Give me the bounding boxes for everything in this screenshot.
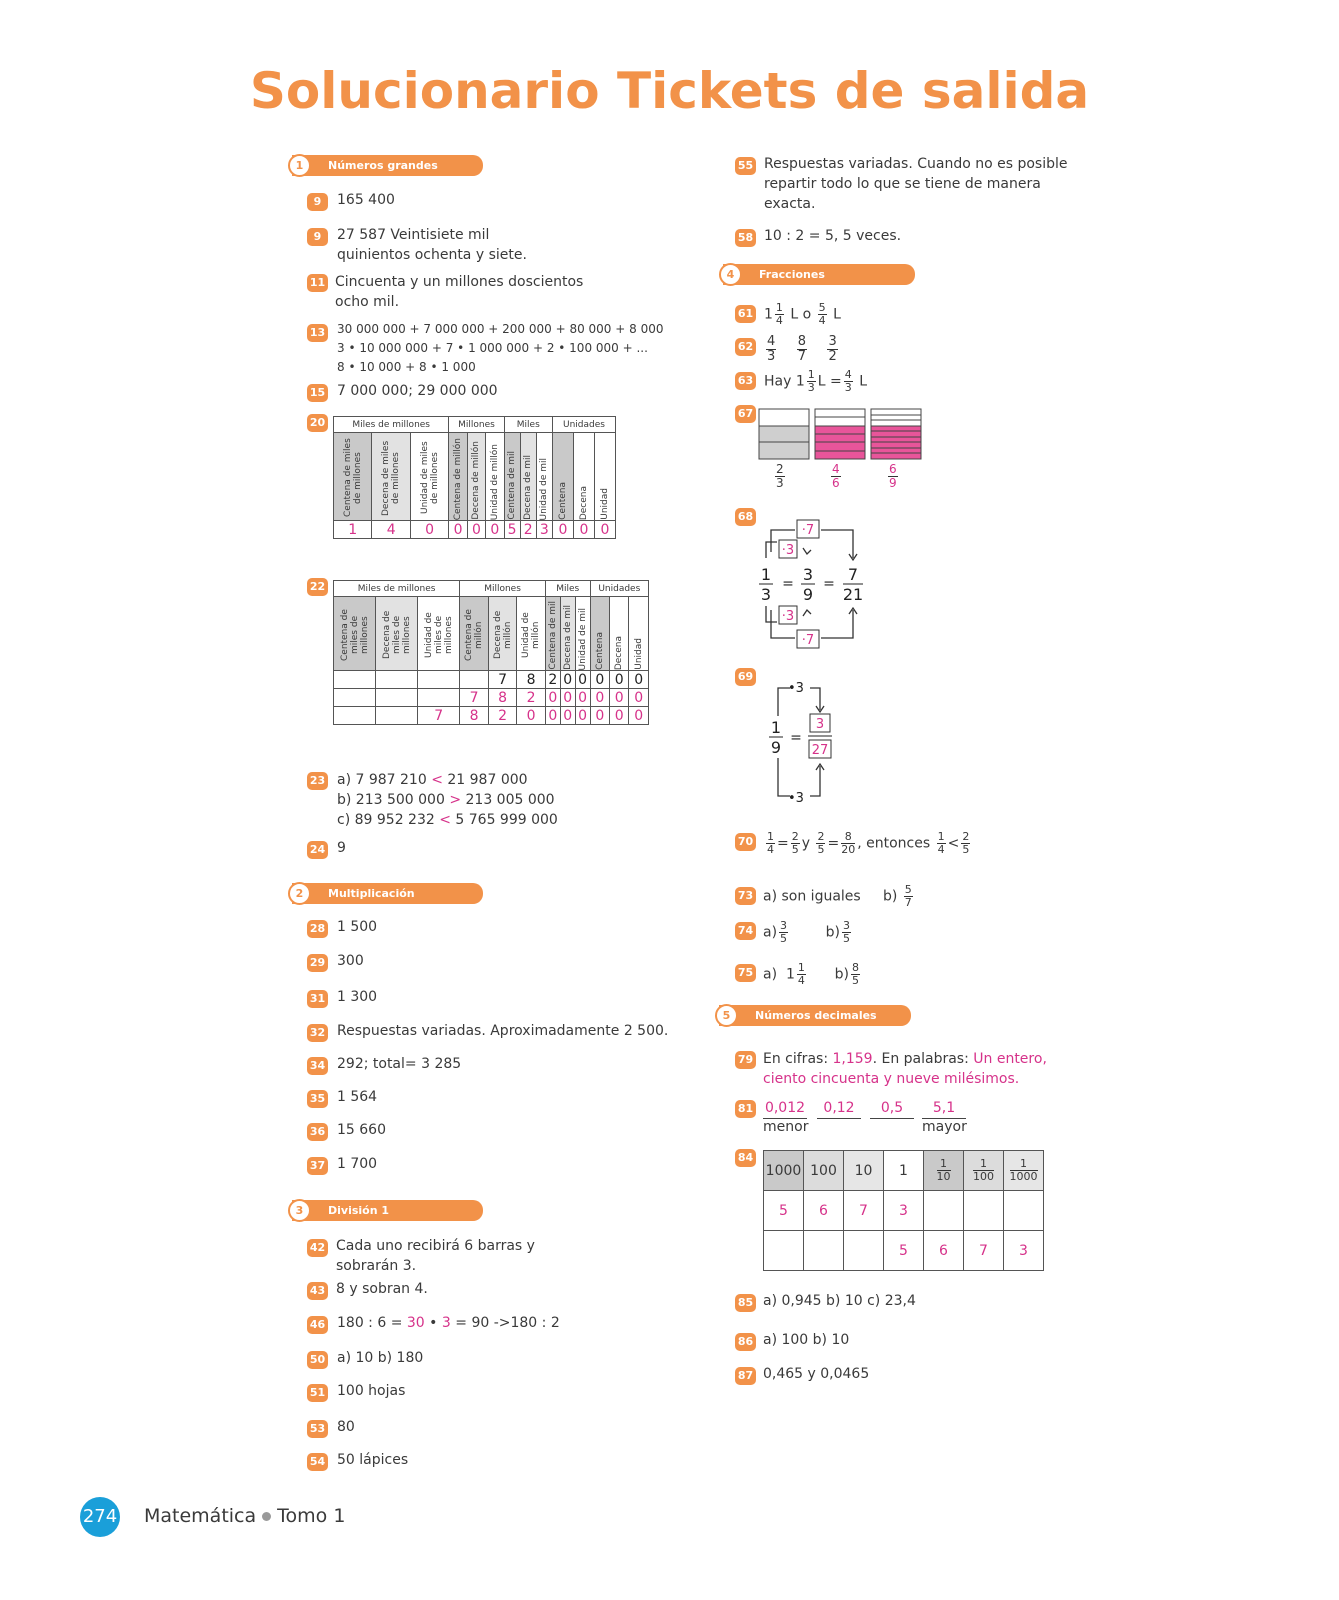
value-cell: 8 <box>460 707 489 725</box>
value-cell: 1 <box>334 521 372 539</box>
value-cell: 6 <box>804 1191 844 1231</box>
item-badge: 68 <box>735 508 756 526</box>
header-cell: $\frac{1}{1000}$ <box>1004 1151 1044 1191</box>
answer-text: 292; total= 3 285 <box>337 1056 462 1072</box>
item-badge: 74 <box>735 922 756 940</box>
fraction-den: 9 <box>802 585 814 604</box>
item-badge: 69 <box>735 668 756 686</box>
place-value-table-20 <box>333 416 616 539</box>
value-cell <box>376 689 418 707</box>
value-cell: 0 <box>560 689 575 707</box>
item-badge: 32 <box>307 1024 328 1042</box>
column-header: Centena de millón <box>460 597 489 671</box>
column-header: Centena de miles de millones <box>334 597 376 671</box>
fraction-num: 7 <box>847 565 859 584</box>
column-header: Decena <box>573 433 594 521</box>
bullet-icon <box>262 1512 271 1521</box>
bar-2-3 <box>759 409 809 459</box>
item-badge: 9 <box>307 193 328 211</box>
item-badge: 43 <box>307 1282 328 1300</box>
value-cell: 0 <box>629 671 649 689</box>
order-label-mayor: mayor <box>922 1119 967 1135</box>
answer-text: 80 <box>337 1419 355 1435</box>
item-badge: 51 <box>307 1384 328 1402</box>
answer-text: 100 hojas <box>337 1383 406 1399</box>
item-badge: 28 <box>307 920 328 938</box>
item-badge: 62 <box>735 338 756 356</box>
item-badge: 67 <box>735 405 756 423</box>
answer-text: 50 lápices <box>337 1452 409 1468</box>
value-cell: 3 <box>1004 1231 1044 1271</box>
item-badge: 42 <box>307 1239 328 1257</box>
section-header-division: 3 División 1 <box>292 1200 483 1221</box>
value-cell: 0 <box>590 671 609 689</box>
column-header: Decena de millón <box>467 433 485 521</box>
item-badge: 63 <box>735 372 756 390</box>
column-header: Centena de mil <box>545 597 560 671</box>
answer-text: En cifras: 1,159. En palabras: Un entero, ciento cincuenta y nueve milésimos. <box>763 1051 1047 1087</box>
column-header: Decena de miles de millones <box>372 433 410 521</box>
operator-label: ·7 <box>801 633 815 648</box>
fraction-num: 3 <box>802 565 814 584</box>
group-header: Miles <box>545 581 590 597</box>
value-cell: 0 <box>410 521 448 539</box>
group-header: Miles de millones <box>334 581 460 597</box>
column-header: Centena de mil <box>504 433 520 521</box>
group-header: Miles de millones <box>334 417 449 433</box>
value-cell: 6 <box>924 1231 964 1271</box>
header-cell: 10 <box>844 1151 884 1191</box>
value-cell: 0 <box>575 689 590 707</box>
answer-text: 1 $\frac{1}{4}$ L o $\frac{5}{4}$ L <box>764 301 841 327</box>
value-cell: 2 <box>517 689 546 707</box>
answer-text: 7 000 000; 29 000 000 <box>337 383 498 399</box>
value-cell <box>334 707 376 725</box>
bar-6-9 <box>871 409 921 459</box>
fraction-den: 3 <box>760 585 772 604</box>
value-cell: 8 <box>517 671 546 689</box>
column-header: Decena de millón <box>488 597 517 671</box>
value-cell: 0 <box>449 521 467 539</box>
value-cell: 0 <box>560 671 575 689</box>
ordered-value: 0,5 <box>870 1098 914 1119</box>
item-badge: 24 <box>307 841 328 859</box>
value-cell: 4 <box>372 521 410 539</box>
section-header-fracciones: 4 Fracciones <box>723 264 915 285</box>
operator-label: •3 <box>788 681 804 696</box>
answer-text: 30 000 000 + 7 000 000 + 200 000 + 80 000 + 8 000 3 • 10 000 000 + 7 • 1 000 000 + 2 • 100 000 + ... 8 • 10 000 + 8 • 1 000 <box>337 322 664 374</box>
section-header-numeros-grandes: 1 Números grandes <box>292 155 483 176</box>
column-header: Centena <box>590 597 609 671</box>
column-header: Unidad <box>629 597 649 671</box>
equals-sign: = <box>823 576 835 592</box>
column-header: Unidad de miles de millones <box>410 433 448 521</box>
answer-text: a) $\frac{3}{5}$ b) $\frac{3}{5}$ <box>763 919 851 945</box>
value-cell: 0 <box>545 689 560 707</box>
value-cell: 7 <box>488 671 517 689</box>
answer-text: 15 660 <box>337 1122 386 1138</box>
value-cell: 0 <box>545 707 560 725</box>
answer-text: Hay 1 $\frac{1}{3}$ L = $\frac{4}{3}$ L <box>764 368 867 394</box>
answer-text: 10 : 2 = 5, 5 veces. <box>764 228 902 244</box>
answer-text: 1 564 <box>337 1089 378 1105</box>
column-header: Centena de miles de millones <box>334 433 372 521</box>
value-cell: 0 <box>575 671 590 689</box>
answer-text: 180 : 6 = 30 • 3 = 90 ->180 : 2 <box>337 1315 560 1331</box>
answer-text: Cada uno recibirá 6 barras y sobrarán 3. <box>336 1238 535 1274</box>
item-badge: 53 <box>307 1420 328 1438</box>
order-label-menor: menor <box>763 1119 809 1135</box>
answer-text: 1 300 <box>337 989 378 1005</box>
value-cell: 7 <box>460 689 489 707</box>
equivalent-fraction-diagram-69 <box>762 676 842 811</box>
item-badge: 36 <box>307 1123 328 1141</box>
answer-text: a) 10 b) 180 <box>337 1350 424 1366</box>
fraction-den: 9 <box>770 738 782 757</box>
value-cell: 0 <box>629 689 649 707</box>
value-cell: 8 <box>488 689 517 707</box>
item-badge: 23 <box>307 772 328 790</box>
answer-text: 1 700 <box>337 1156 378 1172</box>
value-cell <box>334 671 376 689</box>
item-badge: 61 <box>735 305 756 323</box>
fraction-label: $\frac{6}{9}$ <box>889 462 897 490</box>
item-badge: 31 <box>307 990 328 1008</box>
answer-text: $\frac{1}{4}$ = $\frac{2}{5}$ y $\frac{2}{5}$ = $\frac{8}{20}$ , entonces $\frac{1}{4}$ < $\frac{2}{5}$ <box>767 830 970 856</box>
value-cell: 0 <box>552 521 573 539</box>
fraction-num: 1 <box>760 565 772 584</box>
column-header: Unidad <box>594 433 615 521</box>
value-cell: 0 <box>467 521 485 539</box>
value-cell: 0 <box>590 707 609 725</box>
ordered-value: 0,012 <box>763 1098 807 1119</box>
value-cell: 0 <box>610 689 629 707</box>
answer-text: 27 587 Veintisiete mil quinientos ochenta y siete. <box>337 227 527 263</box>
item-badge: 55 <box>735 157 756 175</box>
column-header: Decena de miles de millones <box>376 597 418 671</box>
item-badge: 34 <box>307 1057 328 1075</box>
answer-text: a) son iguales b) $\frac{5}{7}$ <box>763 883 912 909</box>
answer-text: 165 400 <box>337 192 395 208</box>
value-cell: 0 <box>560 707 575 725</box>
answer-text: 8 y sobran 4. <box>336 1281 428 1297</box>
answer-text: Cincuenta y un millones doscientos ocho mil. <box>335 274 584 310</box>
value-cell: 2 <box>545 671 560 689</box>
item-badge: 70 <box>735 833 756 851</box>
fraction-num: 1 <box>770 718 782 737</box>
bar-4-6 <box>815 409 865 459</box>
value-cell <box>924 1191 964 1231</box>
value-cell <box>418 671 460 689</box>
ordered-value: 0,12 <box>817 1098 861 1119</box>
column-header: Decena <box>610 597 629 671</box>
item-badge: 37 <box>307 1157 328 1175</box>
item-badge: 79 <box>735 1051 756 1069</box>
operator-label: ·3 <box>781 609 795 624</box>
answer-text: Respuestas variadas. Cuando no es posible repartir todo lo que se tiene de manera exacta. <box>764 156 1068 212</box>
column-header: Centena <box>552 433 573 521</box>
answer-text: 9 <box>337 840 346 856</box>
fraction-label: $\frac{4}{6}$ <box>832 462 840 490</box>
answer-text: $\frac{4}{3}$ $\frac{8}{7}$ $\frac{3}{2}$ <box>767 334 837 364</box>
fraction-den: 27 <box>811 743 829 758</box>
header-cell: 100 <box>804 1151 844 1191</box>
value-cell <box>376 671 418 689</box>
value-cell: 5 <box>764 1191 804 1231</box>
value-cell: 7 <box>964 1231 1004 1271</box>
item-badge: 29 <box>307 954 328 972</box>
item-badge: 13 <box>307 324 328 342</box>
item-badge: 86 <box>735 1333 756 1351</box>
operator-label: ·7 <box>801 523 815 538</box>
equivalent-fraction-diagram-68 <box>757 512 877 652</box>
item-badge: 58 <box>735 229 756 247</box>
answer-text: a) 7 987 210 < 21 987 000 b) 213 500 000 > 213 005 000 c) 89 952 232 < 5 765 999 000 <box>337 772 558 828</box>
value-cell: 5 <box>504 521 520 539</box>
value-cell: 0 <box>573 521 594 539</box>
item-badge: 15 <box>307 384 328 402</box>
value-cell <box>418 689 460 707</box>
group-header: Unidades <box>552 417 615 433</box>
value-cell: 0 <box>610 671 629 689</box>
item-badge: 75 <box>735 964 756 982</box>
page-number: 274 <box>80 1497 120 1537</box>
section-header-multiplicacion: 2 Multiplicación <box>292 883 483 904</box>
value-cell: 2 <box>488 707 517 725</box>
fraction-den: 21 <box>842 585 864 604</box>
item-badge: 54 <box>307 1453 328 1471</box>
section-header-numeros-decimales: 5 Números decimales <box>719 1005 911 1026</box>
operator-label: ·3 <box>781 543 795 558</box>
value-cell: 7 <box>844 1191 884 1231</box>
operator-label: •3 <box>788 791 804 806</box>
value-cell <box>334 689 376 707</box>
equals-sign: = <box>790 730 802 746</box>
value-cell: 0 <box>486 521 504 539</box>
group-header: Unidades <box>590 581 648 597</box>
column-header: Unidad de mil <box>575 597 590 671</box>
value-cell: 3 <box>884 1191 924 1231</box>
item-badge: 87 <box>735 1367 756 1385</box>
column-header: Decena de mil <box>560 597 575 671</box>
answer-text: a) 100 b) 10 <box>763 1332 850 1348</box>
group-header: Miles <box>504 417 552 433</box>
group-header: Millones <box>460 581 546 597</box>
group-header: Millones <box>449 417 504 433</box>
value-cell: 0 <box>517 707 546 725</box>
value-cell <box>376 707 418 725</box>
fraction-num: 3 <box>815 717 825 732</box>
value-cell <box>1004 1191 1044 1231</box>
value-cell <box>964 1191 1004 1231</box>
item-badge: 46 <box>307 1316 328 1334</box>
decimal-place-value-table <box>763 1150 1044 1271</box>
value-cell: 5 <box>884 1231 924 1271</box>
place-value-table-22 <box>333 580 649 725</box>
value-cell: 7 <box>418 707 460 725</box>
value-cell: 0 <box>590 689 609 707</box>
value-cell: 2 <box>520 521 536 539</box>
item-badge: 11 <box>307 274 328 292</box>
value-cell: 0 <box>629 707 649 725</box>
item-badge: 84 <box>735 1149 756 1167</box>
column-header: Unidad de millón <box>517 597 546 671</box>
item-badge: 22 <box>307 578 328 596</box>
item-badge: 35 <box>307 1090 328 1108</box>
value-cell: 0 <box>575 707 590 725</box>
item-badge: 50 <box>307 1351 328 1369</box>
page-title: Solucionario Tickets de salida <box>249 62 1090 120</box>
ordered-value: 5,1 <box>922 1098 966 1119</box>
column-header: Unidad de miles de millones <box>418 597 460 671</box>
item-badge: 81 <box>735 1100 756 1118</box>
value-cell <box>804 1231 844 1271</box>
answer-text: 300 <box>337 953 364 969</box>
answer-text: Respuestas variadas. Aproximadamente 2 500. <box>337 1023 669 1039</box>
value-cell <box>764 1231 804 1271</box>
answer-text: 0,465 y 0,0465 <box>763 1366 870 1382</box>
fraction-label: $\frac{2}{3}$ <box>776 462 784 490</box>
header-cell: $\frac{1}{10}$ <box>924 1151 964 1191</box>
answer-text: 1 500 <box>337 919 378 935</box>
footer-title: Matemática Tomo 1 <box>144 1505 346 1527</box>
value-cell <box>844 1231 884 1271</box>
header-cell: 1 <box>884 1151 924 1191</box>
answer-text: a) 0,945 b) 10 c) 23,4 <box>763 1293 916 1309</box>
header-cell: 1000 <box>764 1151 804 1191</box>
answer-text: a) 1 $\frac{1}{4}$ b) $\frac{8}{5}$ <box>763 961 859 987</box>
item-badge: 73 <box>735 887 756 905</box>
header-cell: $\frac{1}{100}$ <box>964 1151 1004 1191</box>
equals-sign: = <box>782 576 794 592</box>
item-badge: 85 <box>735 1294 756 1312</box>
value-cell <box>460 671 489 689</box>
value-cell: 0 <box>594 521 615 539</box>
value-cell: 3 <box>536 521 552 539</box>
column-header: Unidad de mil <box>536 433 552 521</box>
item-badge: 9 <box>307 228 328 246</box>
column-header: Decena de mil <box>520 433 536 521</box>
item-badge: 20 <box>307 414 328 432</box>
column-header: Centena de millón <box>449 433 467 521</box>
column-header: Unidad de millón <box>486 433 504 521</box>
value-cell: 0 <box>610 707 629 725</box>
